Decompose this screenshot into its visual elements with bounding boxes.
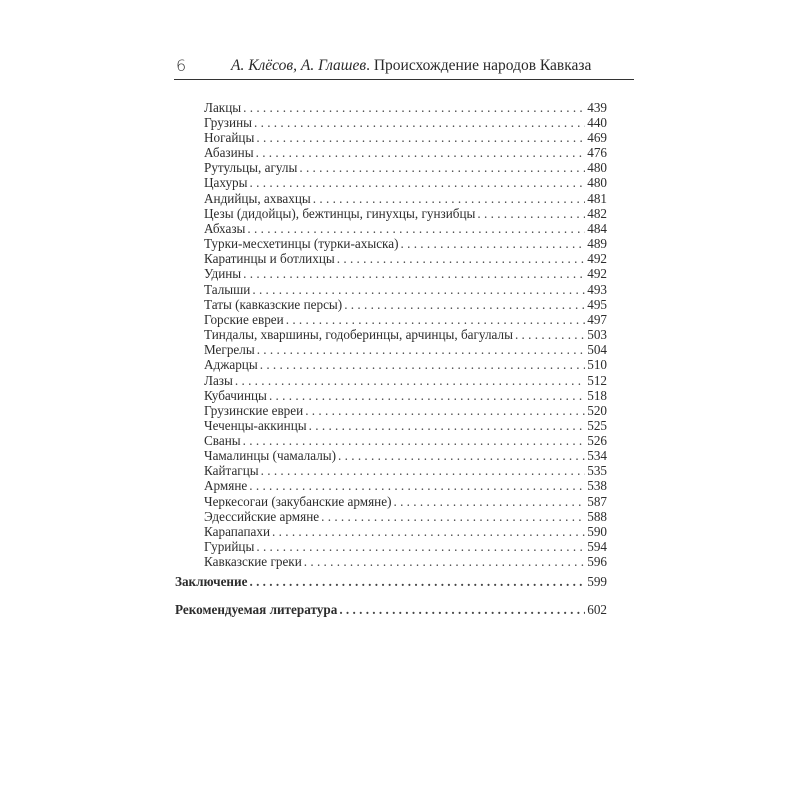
toc-entry-page: 482 bbox=[587, 206, 607, 221]
toc-entry-page: 480 bbox=[587, 175, 607, 190]
toc-entry-page: 538 bbox=[587, 478, 607, 493]
toc-entry-page: 534 bbox=[587, 448, 607, 463]
leader-dots bbox=[269, 388, 585, 403]
toc-entry[interactable] bbox=[204, 494, 607, 509]
toc-entry-page: 480 bbox=[587, 160, 607, 175]
toc-entry[interactable] bbox=[204, 251, 607, 266]
leader-dots bbox=[249, 574, 585, 589]
leader-dots bbox=[256, 539, 585, 554]
toc-entry-page: 503 bbox=[587, 327, 607, 342]
leader-dots bbox=[299, 160, 585, 175]
leader-dots bbox=[339, 602, 585, 617]
toc-entry-label: Лакцы bbox=[204, 100, 242, 115]
leader-dots bbox=[235, 373, 585, 388]
toc-section-page: 599 bbox=[587, 574, 607, 589]
toc-entry[interactable] bbox=[204, 342, 607, 357]
leader-dots bbox=[344, 297, 585, 312]
toc-entry-page: 525 bbox=[587, 418, 607, 433]
toc-entry-label: Абазины bbox=[204, 145, 254, 160]
toc-entry-page: 497 bbox=[587, 312, 607, 327]
toc-entry-label: Цахуры bbox=[204, 175, 248, 190]
toc-entry[interactable] bbox=[204, 539, 607, 554]
toc-entry[interactable] bbox=[204, 175, 607, 190]
toc-entry-label: Эдессийские армяне bbox=[204, 509, 320, 524]
leader-dots bbox=[247, 221, 585, 236]
toc-entry[interactable] bbox=[204, 554, 607, 569]
leader-dots bbox=[254, 115, 585, 130]
toc-entry-page: 489 bbox=[587, 236, 607, 251]
toc-entry[interactable] bbox=[204, 221, 607, 236]
toc-entry-label: Кайтагцы bbox=[204, 463, 259, 478]
toc-entry-label: Мегрелы bbox=[204, 342, 255, 357]
leader-dots bbox=[313, 191, 585, 206]
toc-entry[interactable] bbox=[204, 191, 607, 206]
toc-entry-label: Сваны bbox=[204, 433, 241, 448]
leader-dots bbox=[249, 478, 585, 493]
toc-entry-label: Каратинцы и ботлихцы bbox=[204, 251, 335, 266]
authors: А. Клёсов, А. Глашев bbox=[231, 57, 367, 74]
leader-dots bbox=[515, 327, 585, 342]
leader-dots bbox=[321, 509, 585, 524]
toc-entry-page: 439 bbox=[587, 100, 607, 115]
leader-dots bbox=[252, 282, 585, 297]
toc-entry-page: 588 bbox=[587, 509, 607, 524]
toc-entry-page: 493 bbox=[587, 282, 607, 297]
leader-dots bbox=[286, 312, 586, 327]
toc-entry[interactable] bbox=[204, 130, 607, 145]
toc-entry[interactable] bbox=[204, 463, 607, 478]
leader-dots bbox=[257, 342, 586, 357]
toc-entry-page: 587 bbox=[587, 494, 607, 509]
toc-entry[interactable] bbox=[204, 478, 607, 493]
toc-entry-label: Аджарцы bbox=[204, 357, 258, 372]
toc-entry-label: Чеченцы-аккинцы bbox=[204, 418, 307, 433]
toc-entry-label: Цезы (дидойцы), бежтинцы, гинухцы, гунзибцы bbox=[204, 206, 476, 221]
leader-dots bbox=[401, 236, 586, 251]
toc-entry-label: Кубачинцы bbox=[204, 388, 267, 403]
toc-entry-page: 495 bbox=[587, 297, 607, 312]
leader-dots bbox=[309, 418, 586, 433]
leader-dots bbox=[261, 463, 586, 478]
toc-entry[interactable] bbox=[204, 160, 607, 175]
toc-entry-label: Абхазы bbox=[204, 221, 246, 236]
toc-entry[interactable] bbox=[204, 433, 607, 448]
running-title bbox=[231, 57, 591, 75]
toc-entry[interactable] bbox=[204, 312, 607, 327]
toc-entry-page: 440 bbox=[587, 115, 607, 130]
toc-entry[interactable] bbox=[204, 282, 607, 297]
toc-entry-page: 504 bbox=[587, 342, 607, 357]
toc-entry-label: Ногайцы bbox=[204, 130, 255, 145]
leader-dots bbox=[337, 251, 585, 266]
toc-entry-page: 518 bbox=[587, 388, 607, 403]
toc-entry-label: Карапапахи bbox=[204, 524, 271, 539]
toc-entry-label: Лазы bbox=[204, 373, 233, 388]
toc-entry-page: 512 bbox=[587, 373, 607, 388]
leader-dots bbox=[260, 357, 586, 372]
toc-entry-label: Удины bbox=[204, 266, 242, 281]
leader-dots bbox=[304, 554, 585, 569]
leader-dots bbox=[256, 130, 585, 145]
toc-entry-page: 535 bbox=[587, 463, 607, 478]
toc-entry-label: Андийцы, ахвахцы bbox=[204, 191, 311, 206]
toc-entry-label: Грузинские евреи bbox=[204, 403, 304, 418]
toc-entry-page: 484 bbox=[587, 221, 607, 236]
toc-entry-page: 492 bbox=[587, 266, 607, 281]
header-rule bbox=[174, 79, 634, 80]
leader-dots bbox=[243, 266, 585, 281]
page-number: 6 bbox=[176, 56, 187, 75]
toc-entry-label: Черкесогаи (закубанские армяне) bbox=[204, 494, 392, 509]
toc-entry[interactable] bbox=[204, 115, 607, 130]
toc-entry[interactable] bbox=[204, 206, 607, 221]
book-title: . Происхождение народов Кавказа bbox=[366, 57, 592, 74]
toc-entry-page: 492 bbox=[587, 251, 607, 266]
leader-dots bbox=[338, 448, 585, 463]
toc-entry[interactable] bbox=[204, 448, 607, 463]
toc-entry-label: Армяне bbox=[204, 478, 248, 493]
toc-entry[interactable] bbox=[204, 509, 607, 524]
toc-entry-page: 469 bbox=[587, 130, 607, 145]
toc-entry[interactable] bbox=[204, 327, 607, 342]
toc-entry-page: 481 bbox=[587, 191, 607, 206]
toc-section-page: 602 bbox=[587, 602, 607, 617]
toc-entry-page: 510 bbox=[587, 357, 607, 372]
toc-entry-label: Чамалинцы (чамалалы) bbox=[204, 448, 337, 463]
toc-entry-page: 476 bbox=[587, 145, 607, 160]
toc-entry-page: 590 bbox=[587, 524, 607, 539]
toc-entry[interactable] bbox=[204, 388, 607, 403]
toc-section-label: Заключение bbox=[175, 574, 248, 589]
leader-dots bbox=[393, 494, 585, 509]
toc-section-conclusion[interactable] bbox=[175, 574, 607, 589]
toc-entry[interactable] bbox=[204, 418, 607, 433]
toc-section-label: Рекомендуемая литература bbox=[175, 602, 338, 617]
toc-entry-page: 520 bbox=[587, 403, 607, 418]
toc-entry[interactable] bbox=[204, 236, 607, 251]
toc-entry[interactable] bbox=[204, 100, 607, 115]
toc-entry-page: 526 bbox=[587, 433, 607, 448]
leader-dots bbox=[243, 433, 586, 448]
leader-dots bbox=[272, 524, 585, 539]
running-header bbox=[174, 56, 634, 78]
toc-entry-label: Грузины bbox=[204, 115, 252, 130]
toc-entry[interactable] bbox=[204, 145, 607, 160]
leader-dots bbox=[256, 145, 586, 160]
leader-dots bbox=[243, 100, 585, 115]
toc-entry-page: 594 bbox=[587, 539, 607, 554]
toc-section-references[interactable] bbox=[175, 602, 607, 617]
toc-entry-label: Турки-месхетинцы (турки-ахыска) bbox=[204, 236, 399, 251]
toc-entry[interactable] bbox=[204, 403, 607, 418]
toc-entry-label: Кавказские греки bbox=[204, 554, 302, 569]
toc-entry-label: Тиндалы, хваршины, годоберинцы, арчинцы, багулалы bbox=[204, 327, 513, 342]
leader-dots bbox=[477, 206, 585, 221]
leader-dots bbox=[305, 403, 585, 418]
toc-entry-label: Таты (кавказские персы) bbox=[204, 297, 343, 312]
toc-entry[interactable] bbox=[204, 357, 607, 372]
toc-entry[interactable] bbox=[204, 373, 607, 388]
toc-entry-label: Талыши bbox=[204, 282, 251, 297]
toc-entry[interactable] bbox=[204, 297, 607, 312]
toc-entry-label: Рутульцы, агулы bbox=[204, 160, 298, 175]
toc-entry-page: 596 bbox=[587, 554, 607, 569]
toc-entry-label: Гурийцы bbox=[204, 539, 255, 554]
toc-entry[interactable] bbox=[204, 524, 607, 539]
toc-entry-label: Горские евреи bbox=[204, 312, 284, 327]
toc-entry[interactable] bbox=[204, 266, 607, 281]
leader-dots bbox=[250, 175, 586, 190]
